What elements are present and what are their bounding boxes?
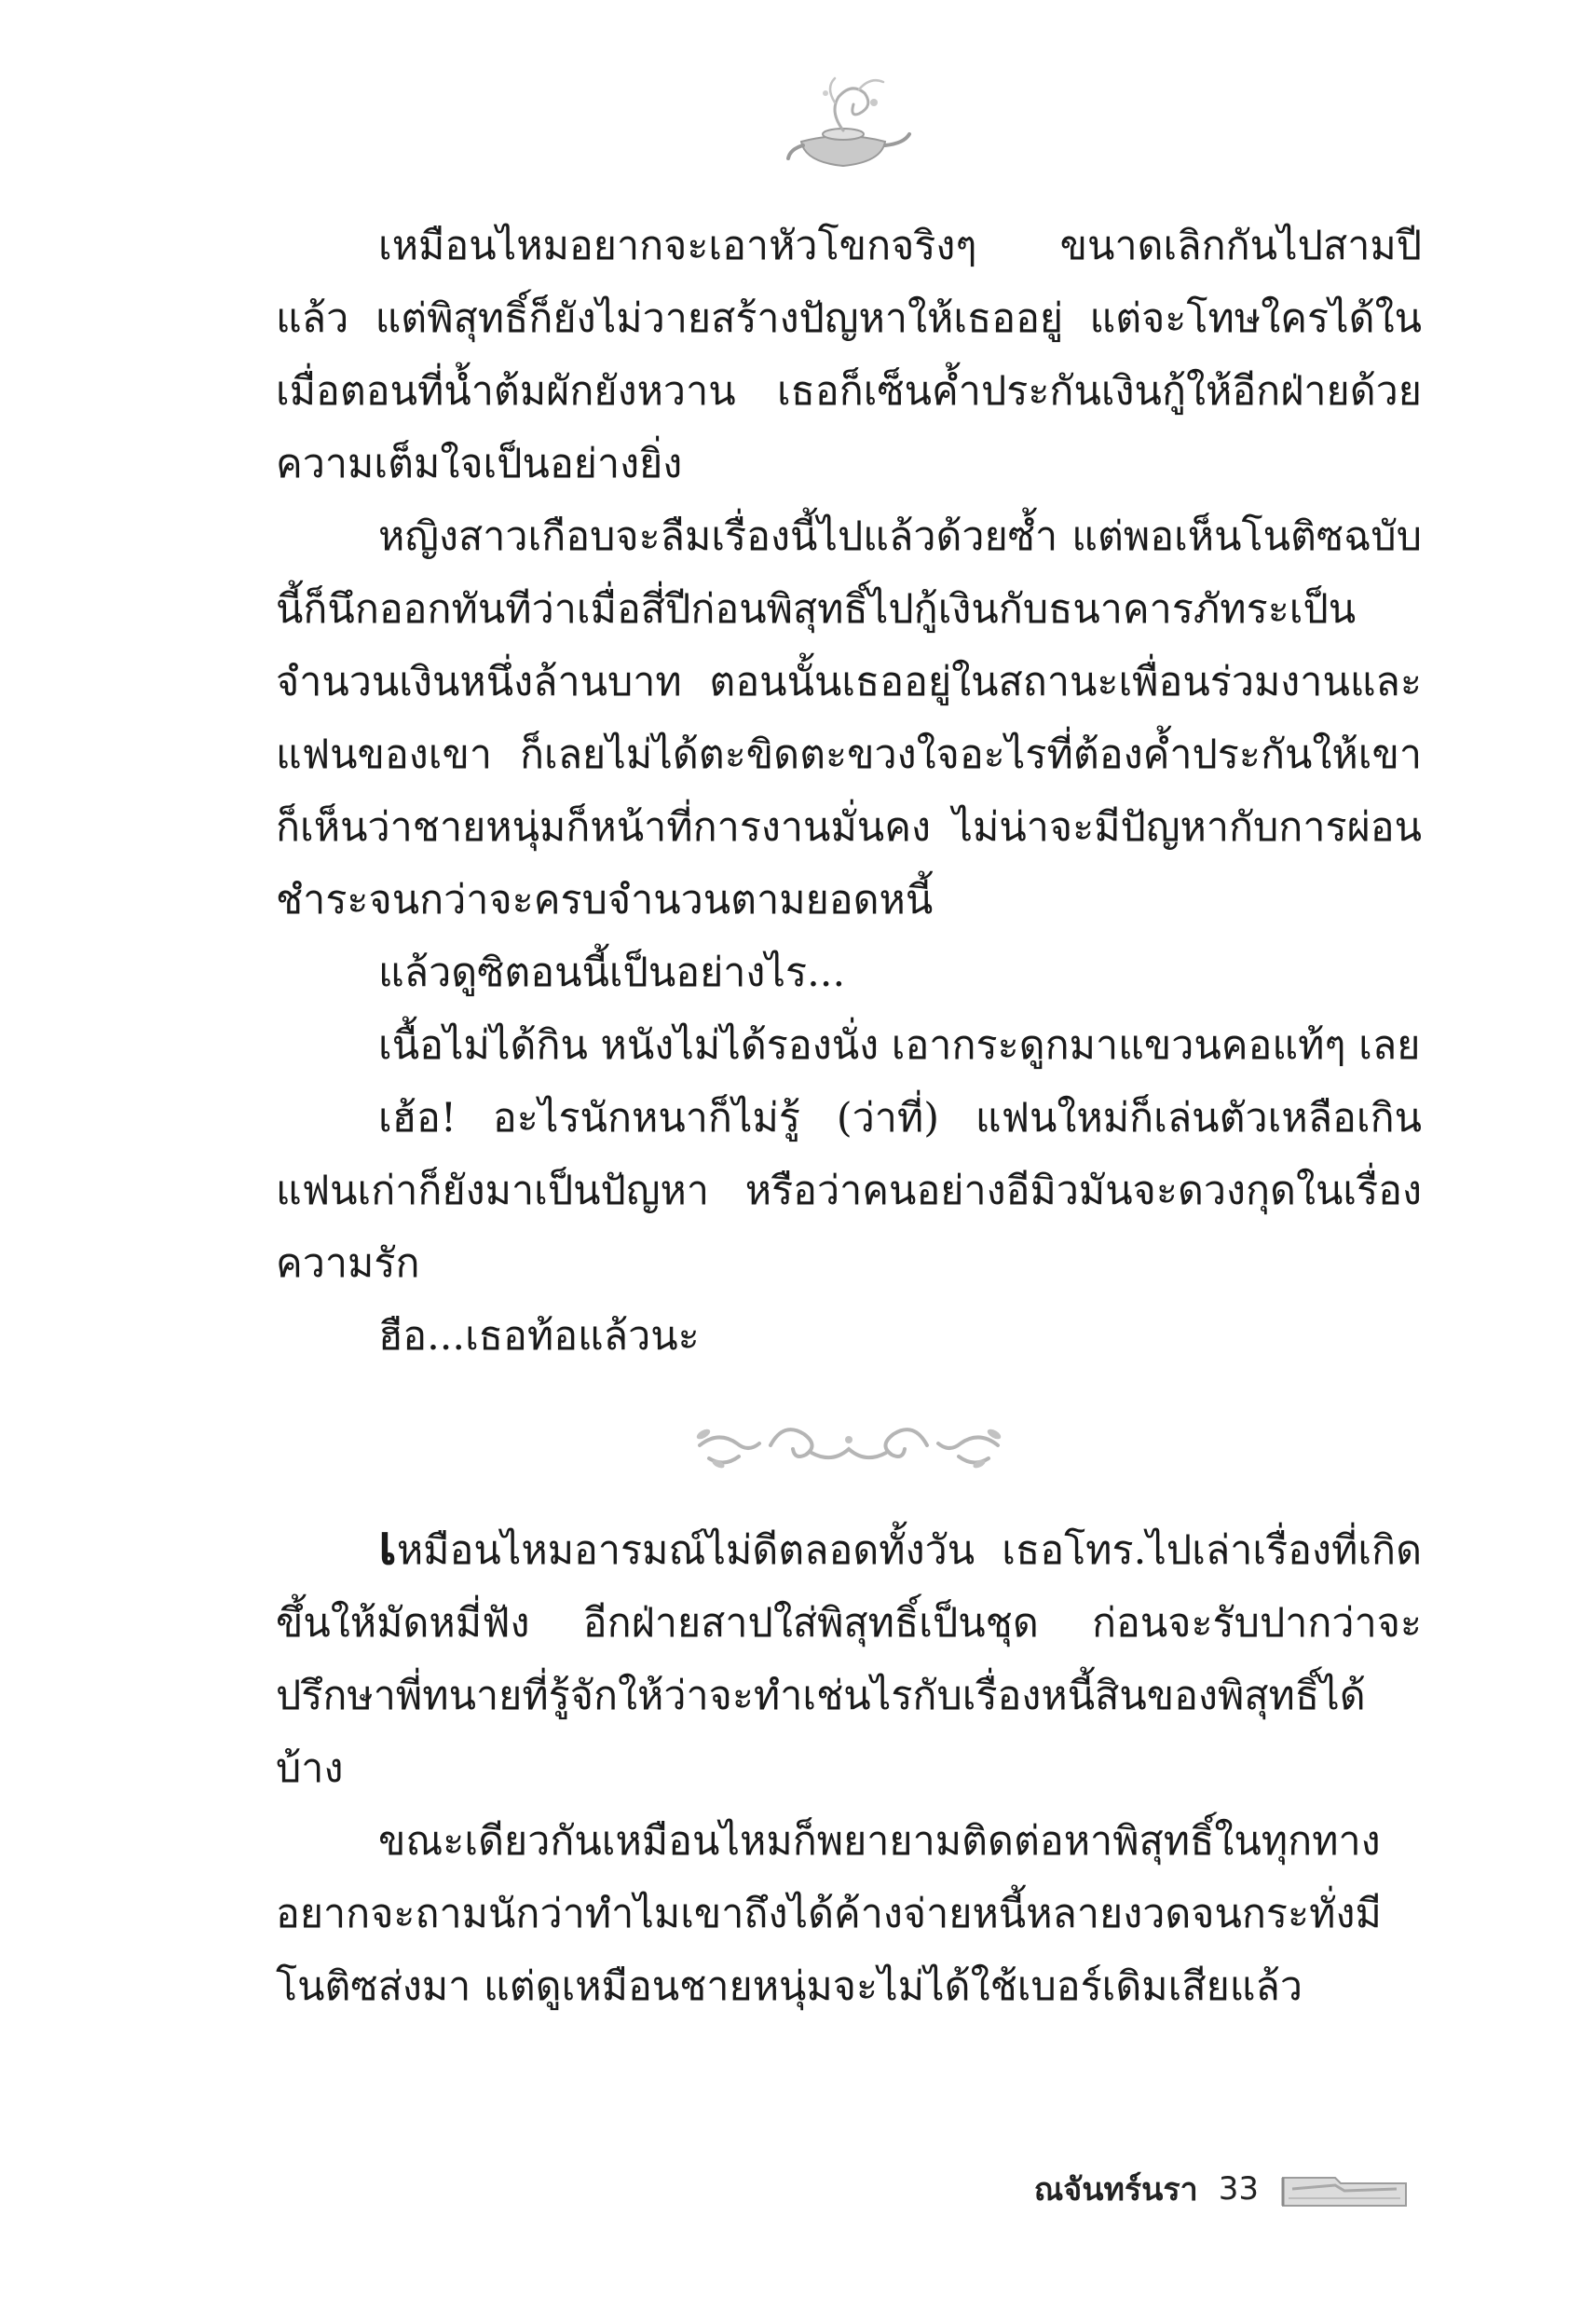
- paragraph-text: หมือนไหมอารมณ์ไม่ดีตลอดทั้งวัน เธอโทร.ไปเล่าเรื่องที่เกิดขึ้นให้มัดหมี่ฟัง อีกฝ่ายสาปใส่พิสุทธิ์เป็นชุด ก่อนจะรับปากว่าจะปรึกษาพี่ทนายที่รู้จักให้ว่าจะทำเช่นไรกับเรื่องหนี้สินของพิสุทธิ์ได้บ้าง: [276, 1527, 1422, 1792]
- teapot-lamp-icon: [773, 65, 913, 177]
- paragraph: เหมือนไหมอยากจะเอาหัวโขกจริงๆ ขนาดเลิกกันไปสามปีแล้ว แต่พิสุทธิ์ก็ยังไม่วายสร้างปัญหาให้เธออยู่ แต่จะโทษใครได้ในเมื่อตอนที่น้ำต้มผักยังหวาน เธอก็เซ็นค้ำประกันเงินกู้ให้อีกฝ่ายด้วยความเต็มใจเป็นอย่างยิ่ง: [276, 223, 1422, 487]
- floral-flourish-icon: [681, 1412, 1016, 1477]
- page-body: [276, 210, 1422, 2023]
- paragraph: แล้วดูซิตอนนี้เป็นอย่างไร...: [378, 950, 846, 996]
- drop-cap: เ: [378, 1513, 397, 1577]
- paragraph: เฮ้อ! อะไรนักหนาก็ไม่รู้ (ว่าที่) แฟนใหม่ก็เล่นตัวเหลือเกิน แฟนเก่าก็ยังมาเป็นปัญหา หรือว่าคนอย่างอีมิวมันจะดวงกุดในเรื่องความรัก: [276, 1095, 1422, 1287]
- paragraph: [276, 1514, 1422, 1805]
- book-icon: [1279, 2168, 1410, 2209]
- author-name: ณจันทร์นรา: [1033, 2171, 1198, 2208]
- paragraph: เนื้อไม่ได้กิน หนังไม่ได้รองนั่ง เอากระดูกมาแขวนคอแท้ๆ เลย: [378, 1022, 1421, 1069]
- page-number: 33: [1218, 2170, 1259, 2208]
- paragraph: ขณะเดียวกันเหมือนไหมก็พยายามติดต่อหาพิสุทธิ์ในทุกทางอยากจะถามนักว่าทำไมเขาถึงได้ค้างจ่ายหนี้หลายงวดจนกระทั่งมีโนติซส่งมา แต่ดูเหมือนชายหนุ่มจะไม่ได้ใช้เบอร์เดิมเสียแล้ว: [276, 1818, 1382, 2010]
- paragraph: ฮือ...เธอท้อแล้วนะ: [378, 1313, 700, 1360]
- page-footer: [1034, 2164, 1410, 2214]
- paragraph: หญิงสาวเกือบจะลืมเรื่องนี้ไปแล้วด้วยซ้ำ แต่พอเห็นโนติซฉบับนี้ก็นึกออกทันทีว่าเมื่อสี่ปีก่อนพิสุทธิ์ไปกู้เงินกับธนาคารภัทระเป็นจำนวนเงินหนึ่งล้านบาท ตอนนั้นเธออยู่ในสถานะเพื่อนร่วมงานและแฟนของเขา ก็เลยไม่ได้ตะขิดตะขวงใจอะไรที่ต้องค้ำประกันให้เขา ก็เห็นว่าชายหนุ่มก็หน้าที่การงานมั่นคง ไม่น่าจะมีปัญหากับการผ่อนชำระจนกว่าจะครบจำนวนตามยอดหนี้: [276, 513, 1422, 923]
